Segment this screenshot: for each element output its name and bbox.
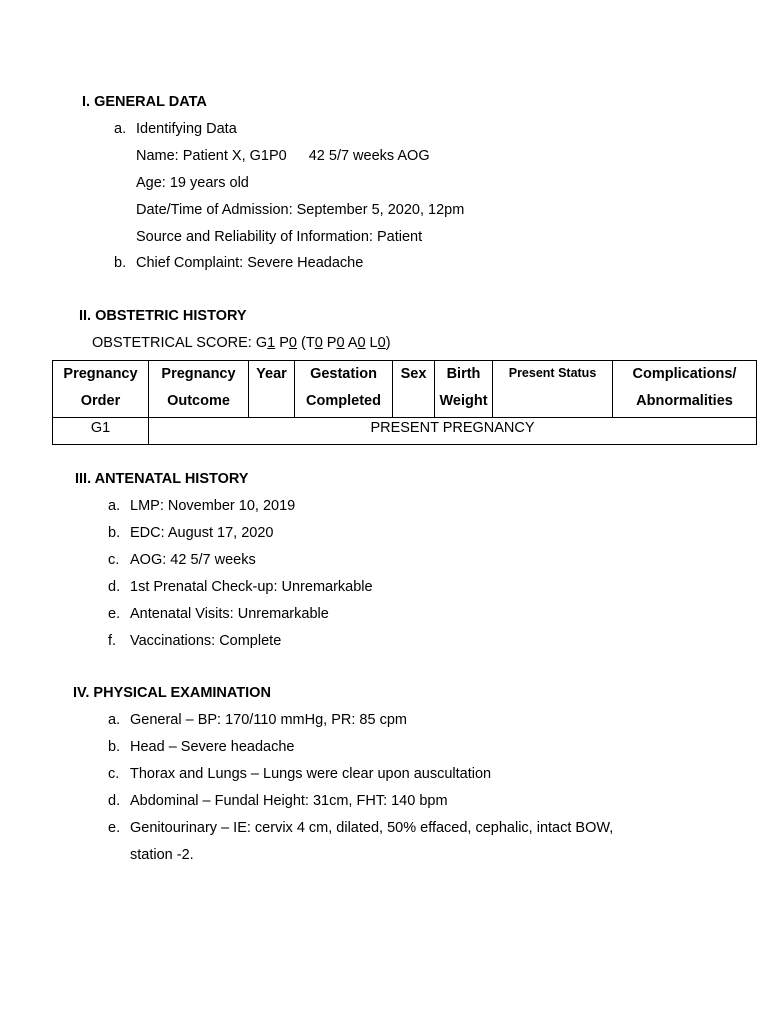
score-t: 0 <box>314 335 323 351</box>
score-p-label: P <box>275 335 289 351</box>
list-item-text: Head – Severe headache <box>130 739 295 755</box>
list-item <box>108 632 281 650</box>
list-marker: a. <box>108 712 121 728</box>
aog-value: 42 5/7 weeks AOG <box>308 148 430 164</box>
section-heading-general-data: I. GENERAL DATA <box>82 94 207 110</box>
list-marker: a. <box>114 121 127 137</box>
header-sex: Sex <box>393 361 435 418</box>
list-item <box>108 524 274 542</box>
table-row <box>53 418 757 445</box>
header-birth-weight: Birth Weight <box>435 361 493 418</box>
score-l-label: L <box>365 335 378 351</box>
list-item <box>114 120 237 138</box>
list-item-text: AOG: 42 5/7 weeks <box>130 552 256 568</box>
list-item-text: Abdominal – Fundal Height: 31cm, FHT: 140 bpm <box>130 793 448 809</box>
cell-present-pregnancy: PRESENT PREGNANCY <box>149 418 757 445</box>
patient-name: Name: Patient X, G1P0 <box>136 148 287 164</box>
list-item-text: General – BP: 170/110 mmHg, PR: 85 cpm <box>130 712 407 728</box>
list-marker: e. <box>108 606 121 622</box>
header-pregnancy-order: Pregnancy Order <box>53 361 149 418</box>
score-l: 0 <box>377 335 386 351</box>
list-item <box>114 254 363 272</box>
list-marker: b. <box>108 525 121 541</box>
list-item <box>108 551 256 569</box>
list-item-text: Vaccinations: Complete <box>130 633 282 649</box>
header-pregnancy-outcome: Pregnancy Outcome <box>149 361 249 418</box>
score-label: OBSTETRICAL SCORE: G <box>92 335 268 351</box>
list-item <box>108 765 491 783</box>
source-line: Source and Reliability of Information: Patient <box>136 229 423 245</box>
header-present-status: Present Status <box>493 361 613 418</box>
list-item-text: Identifying Data <box>136 121 237 137</box>
score-a-label: A <box>344 335 358 351</box>
list-item-text: 1st Prenatal Check-up: Unremarkable <box>130 579 373 595</box>
section-heading-physical-examination: IV. PHYSICAL EXAMINATION <box>73 685 271 701</box>
list-marker: e. <box>108 820 121 836</box>
patient-name-line <box>136 147 430 165</box>
list-item-text: Thorax and Lungs – Lungs were clear upon auscultation <box>130 766 492 782</box>
admission-line: Date/Time of Admission: September 5, 2020, 12pm <box>136 202 465 218</box>
list-marker: d. <box>108 579 121 595</box>
list-item-text: LMP: November 10, 2019 <box>130 498 296 514</box>
score-p2: 0 <box>336 335 345 351</box>
list-item <box>108 605 329 623</box>
score-p2-label: P <box>322 335 337 351</box>
list-item <box>108 497 295 515</box>
obstetrical-score <box>92 334 391 352</box>
list-item-text: Chief Complaint: Severe Headache <box>136 255 364 271</box>
list-item <box>108 711 407 729</box>
list-marker: b. <box>114 255 127 271</box>
score-close: ) <box>385 335 391 351</box>
score-p: 0 <box>288 335 297 351</box>
cell-pregnancy-order: G1 <box>53 418 149 445</box>
list-item-text: Genitourinary – IE: cervix 4 cm, dilated, 50% effaced, cephalic, intact BOW, <box>130 820 614 836</box>
section-heading-obstetric-history: II. OBSTETRIC HISTORY <box>79 308 247 324</box>
section-heading-antenatal-history: III. ANTENATAL HISTORY <box>75 471 249 487</box>
list-marker: c. <box>108 552 120 568</box>
list-marker: c. <box>108 766 120 782</box>
list-marker: a. <box>108 498 121 514</box>
list-item-text: Antenatal Visits: Unremarkable <box>130 606 329 622</box>
list-marker: b. <box>108 739 121 755</box>
list-marker: d. <box>108 793 121 809</box>
score-g: 1 <box>267 335 276 351</box>
table-header-row <box>53 361 757 418</box>
age-line: Age: 19 years old <box>136 175 249 191</box>
obstetric-history-table <box>52 360 757 445</box>
list-item <box>108 578 373 596</box>
list-marker: f. <box>108 633 117 649</box>
header-complications: Complications/ Abnormalities <box>613 361 757 418</box>
list-item <box>108 792 448 810</box>
score-a: 0 <box>357 335 366 351</box>
list-item-continuation: station -2. <box>130 847 194 863</box>
list-item <box>108 819 613 837</box>
score-t-label: (T <box>296 335 315 351</box>
list-item <box>108 738 294 756</box>
header-year: Year <box>249 361 295 418</box>
header-gestation: Gestation Completed <box>295 361 393 418</box>
list-item-text: EDC: August 17, 2020 <box>130 525 274 541</box>
